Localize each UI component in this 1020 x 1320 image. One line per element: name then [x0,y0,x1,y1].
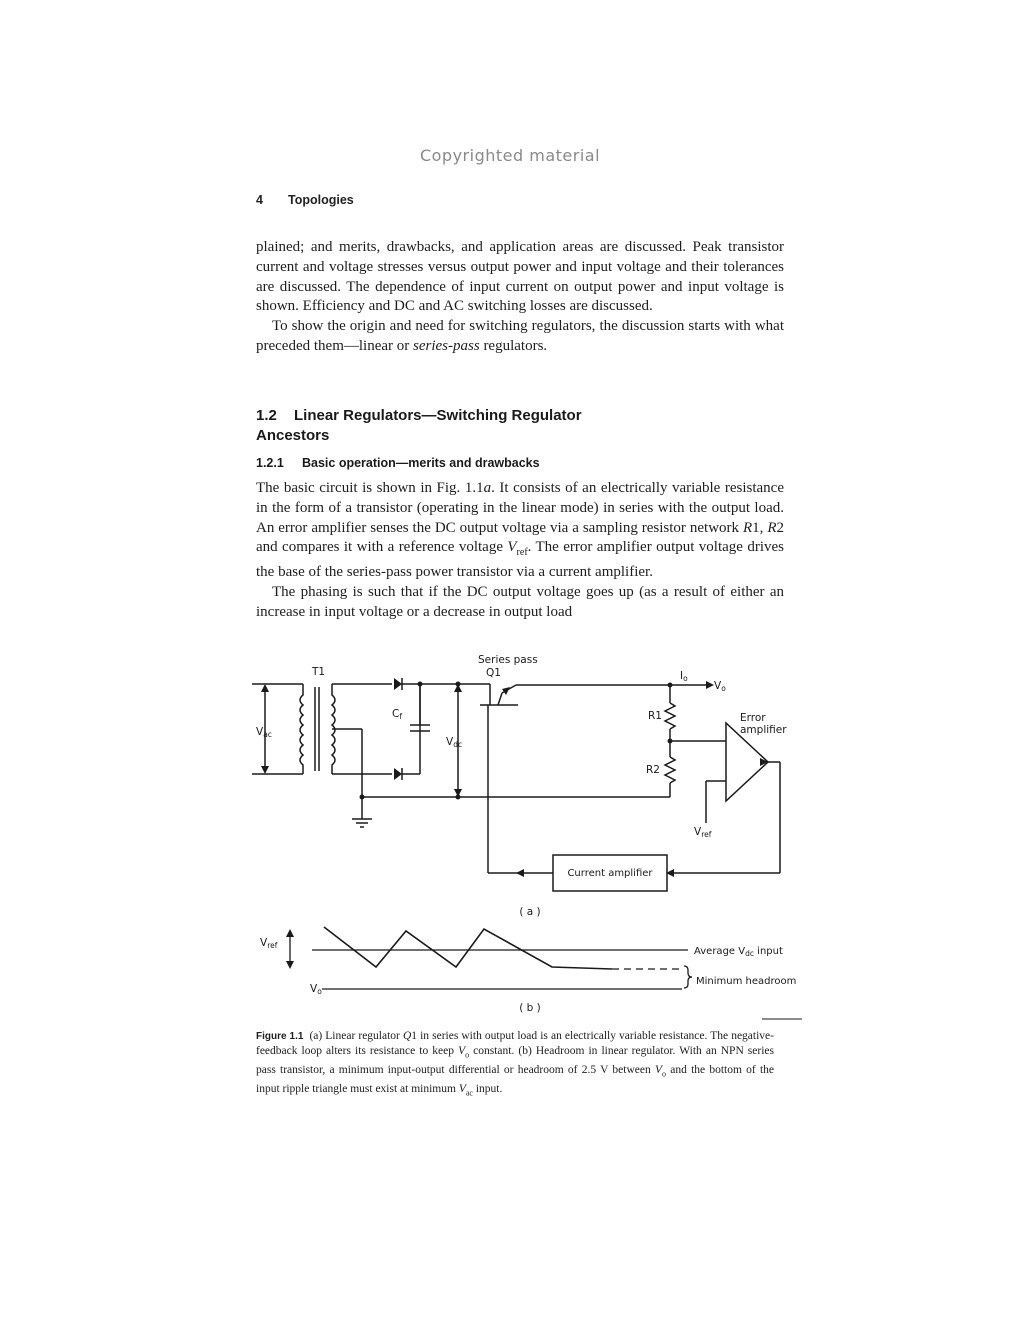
subsection-number: 1.2.1 [256,456,284,470]
figure-1-1 [240,645,820,1020]
intro-p2-emphasis: series-pass [413,337,480,354]
error-amp-label: Error [740,712,766,724]
t1-label: T1 [312,666,326,678]
figure-caption [256,1029,774,1101]
caption-symbol: Q [402,1030,412,1042]
minimum-headroom-label: Minimum headroom [696,976,797,987]
io-label: Io [680,670,688,683]
intro-paragraph-2 [256,317,784,357]
page-number: 4 [256,193,263,207]
caption-text: (a) Linear regulator [309,1030,403,1042]
caption-symbol-num: 1 [411,1030,418,1042]
subsection-heading [256,456,540,470]
q1-label: Q1 [486,667,501,679]
current-amplifier-label: Current amplifier [567,868,653,879]
vref-b-label: Vref [260,937,278,950]
intro-paragraph-1: plained; and merits, drawbacks, and application areas are discussed. Peak transistor current and voltage stresses versus output power and input voltage and their tolerances are discussed. The dependence of input current on output power and input voltage is shown. Efficiency and DC and AC switching losses are discussed. [256,239,784,315]
symbol-r2: R [767,519,777,536]
vac-label: Vac [256,726,272,739]
average-vdc-label: Average $V_{dc}$ input [694,946,783,958]
part-b-label: ( b ) [519,1002,541,1014]
section-title: Linear Regulators—Switching Regulator Ancestors [256,407,582,444]
copyright-watermark: Copyrighted material [419,146,601,165]
text-run: a [483,480,492,496]
subsection-title: Basic operation—merits and drawbacks [302,456,540,470]
caption-text: input. [472,1082,503,1095]
caption-label: Figure 1.1 [256,1031,304,1042]
error-amp-label-2: amplifier [740,724,787,736]
vdc-label: Vdc [446,736,463,749]
text-run: . It consists of an electrically variable resistance in the form of a transistor (operating in the linear mode) in series with the output load. An error amplifier senses the DC output voltage via a sampling resistor network [256,480,784,536]
section-text [256,479,784,623]
caption-text: constant. (b) Headroom in linear regulator. With an NPN series pass transistor, a minimum input-output differential or headroom of 2.5 V between [256,1045,774,1077]
symbol-vref-sub: ref [516,547,528,559]
caption-symbol: V [654,1064,663,1077]
symbol-r1-num: 1 [752,519,760,536]
caption-symbol: V [458,1045,466,1058]
intro-text [256,238,784,357]
r2-label: R2 [646,764,660,776]
caption-symbol-sub: o [465,1050,470,1060]
part-a-label: ( a ) [519,906,541,918]
text-run: . The error amplifier output voltage drives the base of the series-pass power transistor via a current amplifier. [256,539,784,581]
caption-text: in series with output load is an electrically variable resistance. The negative-feedback loop alters its resistance to keep [256,1030,774,1058]
paragraph-basic-circuit [256,479,784,583]
caption-symbol: V [458,1082,466,1095]
running-header [256,193,354,207]
text-run: and compares it with a reference voltage [256,539,508,556]
caption-symbol-sub: ac [465,1088,473,1098]
intro-p2-text-end: regulators. [479,337,548,354]
running-title: Topologies [288,193,354,207]
section-heading [256,406,656,446]
symbol-r1: R [742,519,753,536]
symbol-vref: V [507,539,517,556]
intro-p2-text: To show the origin and need for switching regulators, the discussion starts with what preceded them—linear or [256,318,784,354]
vo-output-label: Vo [714,680,726,693]
symbol-r2-num: 2 [776,519,785,536]
vref-label: Vref [694,826,712,839]
paragraph-phasing: The phasing is such that if the DC output voltage goes up (as a result of either an increase in input voltage or a decrease in output load [256,583,784,620]
caption-symbol-sub: o [662,1069,667,1079]
cf-label: Cf [392,708,402,721]
section-number: 1.2 [256,407,277,424]
text-run: , [759,519,768,536]
vo-b-label: Vo [310,983,322,996]
r1-label: R1 [648,710,662,722]
text-run: The basic circuit is shown in Fig. 1.1 [256,480,484,496]
series-pass-label: Series pass [478,654,538,666]
caption-text: and the bottom of the input ripple triangle must exist at minimum [256,1064,774,1095]
